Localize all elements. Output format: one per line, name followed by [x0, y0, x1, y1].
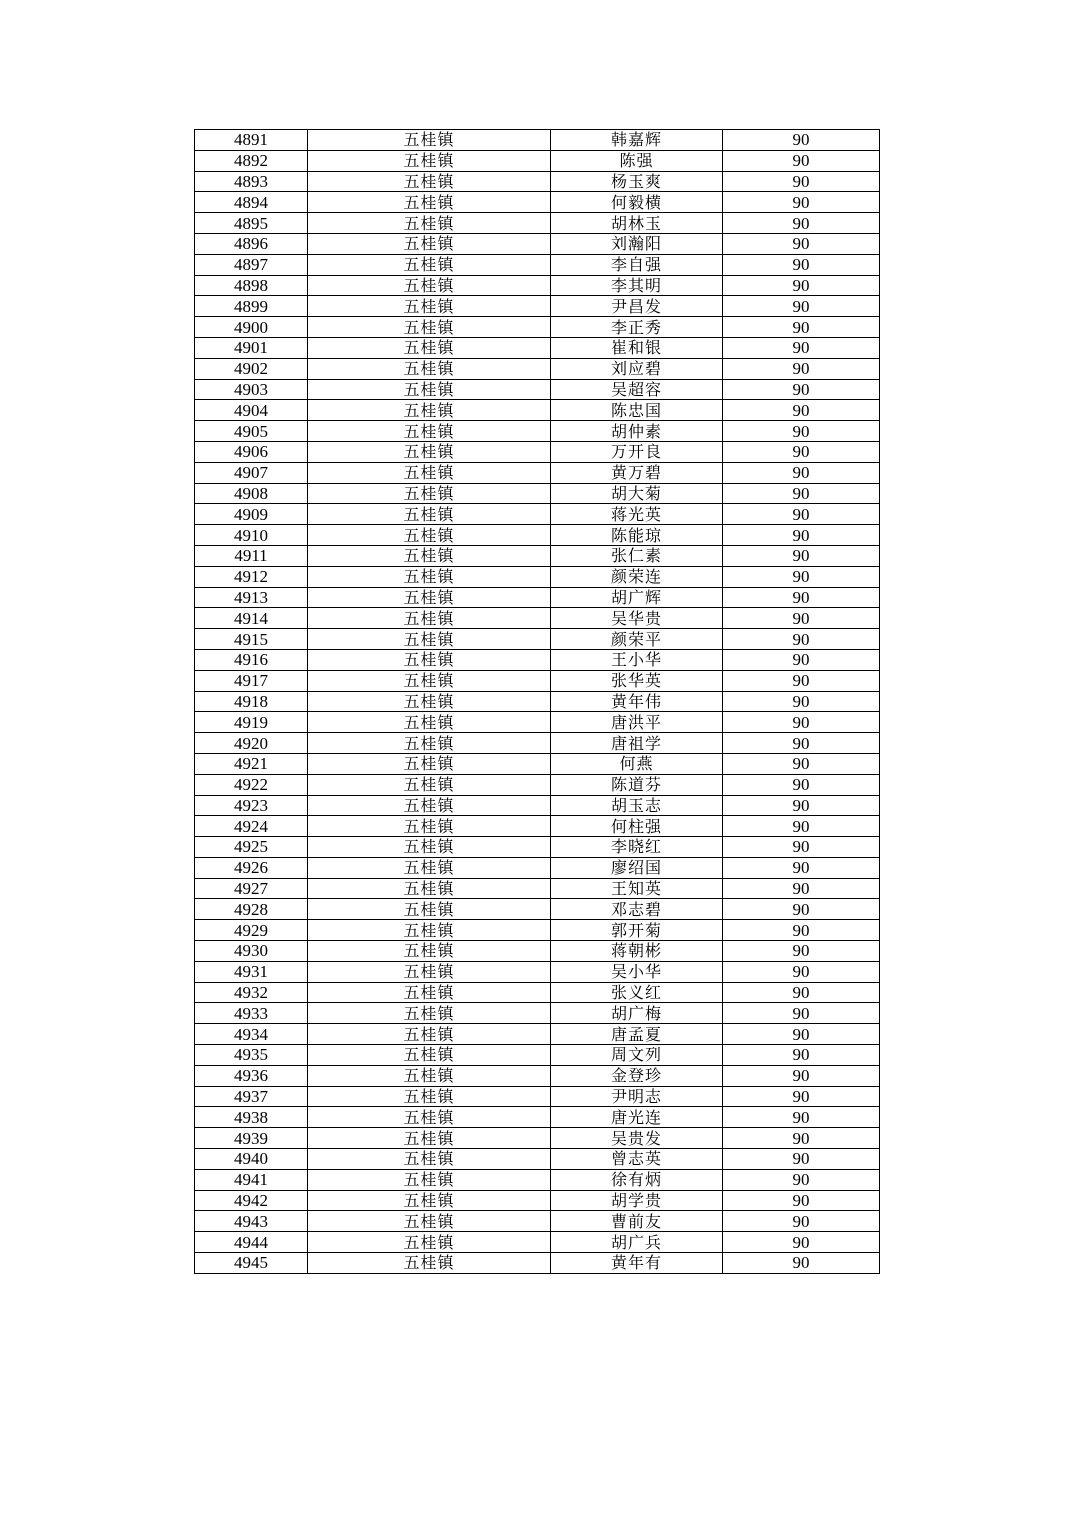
score-cell: 90 [723, 982, 880, 1003]
score-cell: 90 [723, 774, 880, 795]
table-row [195, 337, 880, 358]
table-row [195, 670, 880, 691]
table-row [195, 837, 880, 858]
name-cell: 韩嘉辉 [551, 130, 723, 151]
name-cell: 颜荣连 [551, 566, 723, 587]
serial-number-cell: 4940 [195, 1149, 308, 1170]
score-cell: 90 [723, 899, 880, 920]
serial-number-cell: 4900 [195, 317, 308, 338]
score-cell: 90 [723, 358, 880, 379]
town-cell: 五桂镇 [308, 1169, 551, 1190]
serial-number-cell: 4916 [195, 649, 308, 670]
name-cell: 胡学贵 [551, 1190, 723, 1211]
serial-number-cell: 4914 [195, 608, 308, 629]
table-row [195, 712, 880, 733]
table-row [195, 462, 880, 483]
score-cell: 90 [723, 233, 880, 254]
serial-number-cell: 4937 [195, 1086, 308, 1107]
name-cell: 唐孟夏 [551, 1024, 723, 1045]
score-cell: 90 [723, 1211, 880, 1232]
name-cell: 唐祖学 [551, 733, 723, 754]
score-cell: 90 [723, 961, 880, 982]
serial-number-cell: 4917 [195, 670, 308, 691]
table-row [195, 400, 880, 421]
town-cell: 五桂镇 [308, 275, 551, 296]
name-cell: 刘瀚阳 [551, 233, 723, 254]
town-cell: 五桂镇 [308, 1107, 551, 1128]
table-row [195, 379, 880, 400]
serial-number-cell: 4903 [195, 379, 308, 400]
table-row [195, 899, 880, 920]
table-row [195, 1086, 880, 1107]
table-row [195, 1128, 880, 1149]
table-row [195, 1232, 880, 1253]
score-cell: 90 [723, 691, 880, 712]
score-cell: 90 [723, 1024, 880, 1045]
table-row [195, 691, 880, 712]
town-cell: 五桂镇 [308, 358, 551, 379]
table-row [195, 629, 880, 650]
serial-number-cell: 4942 [195, 1190, 308, 1211]
town-cell: 五桂镇 [308, 504, 551, 525]
table-row [195, 504, 880, 525]
serial-number-cell: 4945 [195, 1253, 308, 1274]
name-cell: 胡仲素 [551, 421, 723, 442]
table-body [195, 130, 880, 1274]
score-cell: 90 [723, 587, 880, 608]
table-row [195, 1107, 880, 1128]
table-row [195, 150, 880, 171]
table-row [195, 920, 880, 941]
serial-number-cell: 4892 [195, 150, 308, 171]
score-cell: 90 [723, 254, 880, 275]
serial-number-cell: 4906 [195, 441, 308, 462]
score-cell: 90 [723, 317, 880, 338]
town-cell: 五桂镇 [308, 1086, 551, 1107]
serial-number-cell: 4926 [195, 857, 308, 878]
name-cell: 郭开菊 [551, 920, 723, 941]
town-cell: 五桂镇 [308, 337, 551, 358]
name-cell: 胡玉志 [551, 795, 723, 816]
table-row [195, 1045, 880, 1066]
town-cell: 五桂镇 [308, 1003, 551, 1024]
town-cell: 五桂镇 [308, 1024, 551, 1045]
serial-number-cell: 4911 [195, 545, 308, 566]
table-row [195, 483, 880, 504]
serial-number-cell: 4910 [195, 525, 308, 546]
town-cell: 五桂镇 [308, 1045, 551, 1066]
serial-number-cell: 4941 [195, 1169, 308, 1190]
serial-number-cell: 4896 [195, 233, 308, 254]
table-row [195, 1253, 880, 1274]
name-cell: 胡广梅 [551, 1003, 723, 1024]
name-cell: 李自强 [551, 254, 723, 275]
serial-number-cell: 4939 [195, 1128, 308, 1149]
serial-number-cell: 4928 [195, 899, 308, 920]
town-cell: 五桂镇 [308, 545, 551, 566]
score-cell: 90 [723, 421, 880, 442]
score-cell: 90 [723, 400, 880, 421]
score-cell: 90 [723, 608, 880, 629]
name-cell: 李正秀 [551, 317, 723, 338]
name-cell: 吴贵发 [551, 1128, 723, 1149]
score-cell: 90 [723, 816, 880, 837]
table-row [195, 566, 880, 587]
score-cell: 90 [723, 1149, 880, 1170]
name-cell: 廖绍国 [551, 857, 723, 878]
serial-number-cell: 4923 [195, 795, 308, 816]
score-cell: 90 [723, 483, 880, 504]
table-row [195, 545, 880, 566]
table-row [195, 130, 880, 151]
score-cell: 90 [723, 920, 880, 941]
town-cell: 五桂镇 [308, 587, 551, 608]
table-row [195, 1024, 880, 1045]
score-cell: 90 [723, 192, 880, 213]
serial-number-cell: 4931 [195, 961, 308, 982]
serial-number-cell: 4924 [195, 816, 308, 837]
town-cell: 五桂镇 [308, 566, 551, 587]
score-cell: 90 [723, 857, 880, 878]
name-cell: 曾志英 [551, 1149, 723, 1170]
name-cell: 陈道芬 [551, 774, 723, 795]
table-row [195, 192, 880, 213]
table-row [195, 1003, 880, 1024]
town-cell: 五桂镇 [308, 691, 551, 712]
score-cell: 90 [723, 1003, 880, 1024]
score-cell: 90 [723, 733, 880, 754]
town-cell: 五桂镇 [308, 920, 551, 941]
name-cell: 陈能琼 [551, 525, 723, 546]
name-cell: 崔和银 [551, 337, 723, 358]
name-cell: 金登珍 [551, 1065, 723, 1086]
score-cell: 90 [723, 296, 880, 317]
name-cell: 何毅横 [551, 192, 723, 213]
table-row [195, 774, 880, 795]
name-cell: 何柱强 [551, 816, 723, 837]
name-cell: 胡广辉 [551, 587, 723, 608]
name-cell: 徐有炳 [551, 1169, 723, 1190]
town-cell: 五桂镇 [308, 1065, 551, 1086]
town-cell: 五桂镇 [308, 712, 551, 733]
score-cell: 90 [723, 670, 880, 691]
name-cell: 杨玉爽 [551, 171, 723, 192]
name-cell: 何燕 [551, 753, 723, 774]
town-cell: 五桂镇 [308, 150, 551, 171]
serial-number-cell: 4922 [195, 774, 308, 795]
score-cell: 90 [723, 337, 880, 358]
table-row [195, 233, 880, 254]
serial-number-cell: 4904 [195, 400, 308, 421]
serial-number-cell: 4898 [195, 275, 308, 296]
score-cell: 90 [723, 171, 880, 192]
town-cell: 五桂镇 [308, 130, 551, 151]
table-row [195, 1211, 880, 1232]
score-cell: 90 [723, 441, 880, 462]
score-cell: 90 [723, 545, 880, 566]
town-cell: 五桂镇 [308, 837, 551, 858]
town-cell: 五桂镇 [308, 1253, 551, 1274]
town-cell: 五桂镇 [308, 899, 551, 920]
town-cell: 五桂镇 [308, 1149, 551, 1170]
table-row [195, 878, 880, 899]
town-cell: 五桂镇 [308, 649, 551, 670]
name-cell: 陈强 [551, 150, 723, 171]
table-row [195, 275, 880, 296]
table-row [195, 857, 880, 878]
name-cell: 李其明 [551, 275, 723, 296]
table-row [195, 753, 880, 774]
town-cell: 五桂镇 [308, 213, 551, 234]
name-cell: 周文列 [551, 1045, 723, 1066]
town-cell: 五桂镇 [308, 379, 551, 400]
table-row [195, 525, 880, 546]
serial-number-cell: 4913 [195, 587, 308, 608]
town-cell: 五桂镇 [308, 1211, 551, 1232]
name-cell: 胡林玉 [551, 213, 723, 234]
town-cell: 五桂镇 [308, 941, 551, 962]
town-cell: 五桂镇 [308, 1128, 551, 1149]
score-cell: 90 [723, 1190, 880, 1211]
name-cell: 胡大菊 [551, 483, 723, 504]
serial-number-cell: 4902 [195, 358, 308, 379]
score-cell: 90 [723, 837, 880, 858]
serial-number-cell: 4936 [195, 1065, 308, 1086]
score-cell: 90 [723, 753, 880, 774]
town-cell: 五桂镇 [308, 629, 551, 650]
name-cell: 李晓红 [551, 837, 723, 858]
serial-number-cell: 4907 [195, 462, 308, 483]
name-cell: 黄年伟 [551, 691, 723, 712]
serial-number-cell: 4938 [195, 1107, 308, 1128]
town-cell: 五桂镇 [308, 317, 551, 338]
serial-number-cell: 4932 [195, 982, 308, 1003]
town-cell: 五桂镇 [308, 753, 551, 774]
serial-number-cell: 4935 [195, 1045, 308, 1066]
serial-number-cell: 4925 [195, 837, 308, 858]
table-row [195, 213, 880, 234]
table-row [195, 649, 880, 670]
score-cell: 90 [723, 1232, 880, 1253]
table-row [195, 961, 880, 982]
serial-number-cell: 4915 [195, 629, 308, 650]
table-row [195, 1149, 880, 1170]
score-cell: 90 [723, 1086, 880, 1107]
town-cell: 五桂镇 [308, 296, 551, 317]
table-row [195, 296, 880, 317]
score-cell: 90 [723, 213, 880, 234]
serial-number-cell: 4901 [195, 337, 308, 358]
town-cell: 五桂镇 [308, 795, 551, 816]
serial-number-cell: 4909 [195, 504, 308, 525]
serial-number-cell: 4943 [195, 1211, 308, 1232]
town-cell: 五桂镇 [308, 1232, 551, 1253]
score-cell: 90 [723, 504, 880, 525]
town-cell: 五桂镇 [308, 421, 551, 442]
serial-number-cell: 4934 [195, 1024, 308, 1045]
town-cell: 五桂镇 [308, 961, 551, 982]
name-cell: 唐洪平 [551, 712, 723, 733]
name-cell: 蒋光英 [551, 504, 723, 525]
table-row [195, 608, 880, 629]
town-cell: 五桂镇 [308, 525, 551, 546]
serial-number-cell: 4933 [195, 1003, 308, 1024]
name-cell: 王小华 [551, 649, 723, 670]
table-row [195, 358, 880, 379]
town-cell: 五桂镇 [308, 816, 551, 837]
score-cell: 90 [723, 712, 880, 733]
town-cell: 五桂镇 [308, 608, 551, 629]
serial-number-cell: 4895 [195, 213, 308, 234]
score-cell: 90 [723, 795, 880, 816]
serial-number-cell: 4920 [195, 733, 308, 754]
score-cell: 90 [723, 130, 880, 151]
table-row [195, 1190, 880, 1211]
table-row [195, 816, 880, 837]
name-cell: 万开良 [551, 441, 723, 462]
name-cell: 曹前友 [551, 1211, 723, 1232]
town-cell: 五桂镇 [308, 1190, 551, 1211]
town-cell: 五桂镇 [308, 441, 551, 462]
score-cell: 90 [723, 629, 880, 650]
name-cell: 颜荣平 [551, 629, 723, 650]
name-cell: 陈忠国 [551, 400, 723, 421]
name-cell: 胡广兵 [551, 1232, 723, 1253]
table-row [195, 1065, 880, 1086]
serial-number-cell: 4930 [195, 941, 308, 962]
town-cell: 五桂镇 [308, 982, 551, 1003]
score-cell: 90 [723, 275, 880, 296]
serial-number-cell: 4912 [195, 566, 308, 587]
town-cell: 五桂镇 [308, 774, 551, 795]
town-cell: 五桂镇 [308, 483, 551, 504]
table-row [195, 733, 880, 754]
serial-number-cell: 4944 [195, 1232, 308, 1253]
serial-number-cell: 4927 [195, 878, 308, 899]
name-cell: 邓志碧 [551, 899, 723, 920]
score-cell: 90 [723, 462, 880, 483]
town-cell: 五桂镇 [308, 670, 551, 691]
table-row [195, 941, 880, 962]
table-row [195, 795, 880, 816]
town-cell: 五桂镇 [308, 462, 551, 483]
table-row [195, 317, 880, 338]
score-cell: 90 [723, 1045, 880, 1066]
name-cell: 张华英 [551, 670, 723, 691]
name-cell: 吴小华 [551, 961, 723, 982]
town-cell: 五桂镇 [308, 192, 551, 213]
score-cell: 90 [723, 1128, 880, 1149]
score-cell: 90 [723, 1169, 880, 1190]
serial-number-cell: 4899 [195, 296, 308, 317]
serial-number-cell: 4919 [195, 712, 308, 733]
town-cell: 五桂镇 [308, 400, 551, 421]
serial-number-cell: 4897 [195, 254, 308, 275]
town-cell: 五桂镇 [308, 878, 551, 899]
score-cell: 90 [723, 1065, 880, 1086]
serial-number-cell: 4908 [195, 483, 308, 504]
name-cell: 张义红 [551, 982, 723, 1003]
town-cell: 五桂镇 [308, 233, 551, 254]
table-row [195, 441, 880, 462]
score-cell: 90 [723, 1107, 880, 1128]
score-cell: 90 [723, 566, 880, 587]
data-table [194, 129, 880, 1274]
town-cell: 五桂镇 [308, 857, 551, 878]
score-cell: 90 [723, 150, 880, 171]
name-cell: 黄万碧 [551, 462, 723, 483]
score-cell: 90 [723, 878, 880, 899]
serial-number-cell: 4894 [195, 192, 308, 213]
serial-number-cell: 4893 [195, 171, 308, 192]
name-cell: 尹明志 [551, 1086, 723, 1107]
serial-number-cell: 4918 [195, 691, 308, 712]
town-cell: 五桂镇 [308, 254, 551, 275]
serial-number-cell: 4929 [195, 920, 308, 941]
table-row [195, 171, 880, 192]
table-row [195, 254, 880, 275]
score-cell: 90 [723, 379, 880, 400]
score-cell: 90 [723, 525, 880, 546]
name-cell: 刘应碧 [551, 358, 723, 379]
name-cell: 黄年有 [551, 1253, 723, 1274]
name-cell: 吴超容 [551, 379, 723, 400]
name-cell: 尹昌发 [551, 296, 723, 317]
score-cell: 90 [723, 649, 880, 670]
table-row [195, 587, 880, 608]
name-cell: 唐光连 [551, 1107, 723, 1128]
name-cell: 蒋朝彬 [551, 941, 723, 962]
name-cell: 张仁素 [551, 545, 723, 566]
serial-number-cell: 4921 [195, 753, 308, 774]
town-cell: 五桂镇 [308, 171, 551, 192]
score-cell: 90 [723, 1253, 880, 1274]
name-cell: 吴华贵 [551, 608, 723, 629]
score-cell: 90 [723, 941, 880, 962]
serial-number-cell: 4891 [195, 130, 308, 151]
table-row [195, 421, 880, 442]
table-row [195, 982, 880, 1003]
serial-number-cell: 4905 [195, 421, 308, 442]
name-cell: 王知英 [551, 878, 723, 899]
town-cell: 五桂镇 [308, 733, 551, 754]
table-row [195, 1169, 880, 1190]
